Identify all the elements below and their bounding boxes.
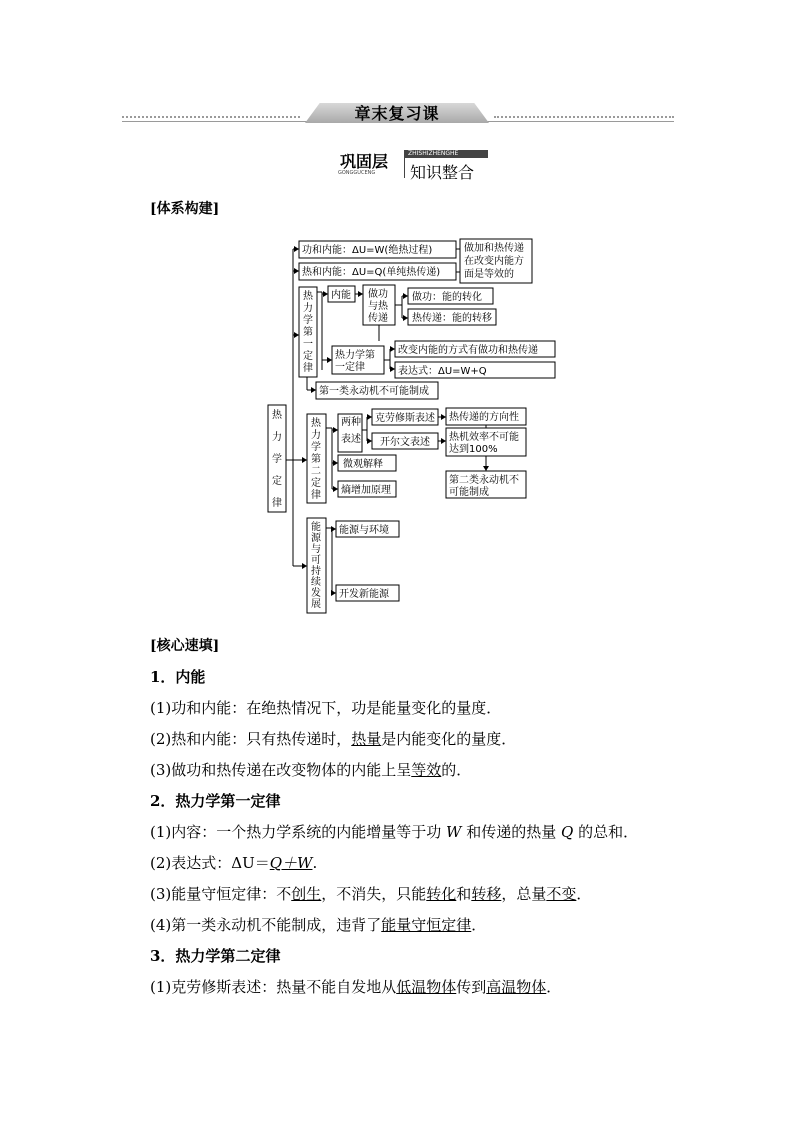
section-title-left: 巩固层	[340, 152, 389, 171]
s1-3: (3)做功和热传递在改变物体的内能上呈等效的．	[150, 761, 472, 779]
text-inner-energy: 内能	[331, 290, 351, 301]
text-two-kinds-1: 两	[341, 417, 351, 428]
text-energy-6: 续	[311, 577, 321, 588]
text-root-5: 律	[272, 498, 282, 509]
text-efficiency-1: 热机效率不可能	[449, 432, 519, 443]
s1-2: (2)热和内能：只有热传递时，热量是内能变化的量度．	[150, 730, 517, 748]
text-law2-5: 二	[311, 466, 321, 477]
text-law1-5: 一	[303, 339, 313, 350]
s2-4: (4)第一类永动机不能制成，违背了能量守恒定律．	[150, 916, 487, 934]
text-law1-2: 力	[303, 303, 313, 314]
s3-title: 3．热力学第二定律	[150, 947, 281, 965]
s1-1: (1)功和内能：在绝热情况下，功是能量变化的量度．	[150, 699, 502, 717]
text-law2-6: 定	[311, 478, 321, 489]
text-work-heat-3: 传递	[368, 313, 388, 324]
text-work-heat-2: 与热	[368, 301, 388, 312]
text-law2-1: 热	[311, 418, 321, 429]
text-energy-4: 可	[311, 555, 321, 566]
text-work: 做功：能的转化	[412, 292, 482, 303]
text-equiv-2: 在改变内能方	[464, 256, 524, 267]
s3-1: (1)克劳修斯表述：热量不能自发地从低温物体传到高温物体．	[150, 978, 562, 996]
text-perpetual2-2: 可能制成	[449, 487, 489, 498]
s2-1: (1)内容：一个热力学系统的内能增量等于功 W 和传递的热量 Q 的总和．	[150, 823, 639, 841]
text-first-law-1: 热力学第	[335, 350, 375, 361]
text-efficiency-2: 达到100%	[449, 444, 498, 455]
s1-title: 1．内能	[150, 668, 206, 686]
text-law2-3: 学	[311, 442, 321, 453]
text-entropy: 熵增加原理	[341, 485, 391, 496]
text-energy-5: 持	[311, 566, 321, 577]
text-law1-3: 学	[303, 315, 313, 326]
text-env: 能源与环境	[339, 525, 389, 536]
text-two-kinds-2: 种	[351, 417, 361, 428]
s2-2: (2)表达式：ΔU＝Q＋W.	[150, 854, 318, 872]
text-energy-2: 源	[311, 533, 321, 544]
section-title-right: 知识整合	[410, 163, 475, 182]
text-heat-direction: 热传递的方向性	[449, 412, 519, 423]
text-work-heat-1: 做功	[368, 289, 388, 300]
text-new-energy: 开发新能源	[339, 589, 389, 600]
text-two-kinds-3: 表	[341, 434, 351, 445]
text-two-kinds-4: 述	[351, 434, 361, 445]
text-top1: 功和内能：ΔU=W(绝热过程)	[302, 245, 433, 256]
text-top2: 热和内能：ΔU=Q(单纯热传递)	[302, 267, 441, 278]
text-law1-7: 律	[303, 363, 313, 374]
s2-title: 2．热力学第一定律	[150, 792, 281, 810]
text-expression: 表达式：ΔU=W+Q	[398, 366, 487, 377]
text-root-1: 热	[272, 410, 282, 421]
text-energy-8: 展	[311, 599, 321, 610]
text-root-4: 定	[272, 476, 282, 487]
text-law1-1: 热	[303, 291, 313, 302]
text-law2-2: 力	[311, 430, 321, 441]
text-energy-3: 与	[311, 544, 321, 555]
text-kelvin: 开尔文表述	[380, 437, 430, 448]
s2-3: (3)能量守恒定律：不创生，不消失，只能转化和转移，总量不变．	[150, 885, 592, 903]
text-law2-7: 律	[311, 490, 321, 501]
text-energy-7: 发	[311, 588, 321, 599]
section-pinyin-bottom: GONGGUCENG	[338, 170, 376, 176]
text-micro: 微观解释	[343, 459, 383, 470]
text-law2-4: 第	[311, 454, 321, 465]
text-perpetual1: 第一类永动机不可能制成	[319, 386, 429, 397]
text-clausius: 克劳修斯表述	[375, 413, 435, 424]
text-law1-4: 第	[303, 327, 313, 338]
text-change-ways: 改变内能的方式有做功和热传递	[398, 345, 538, 356]
text-law1-6: 定	[303, 351, 313, 362]
text-root-2: 力	[272, 432, 282, 443]
text-equiv-3: 面是等效的	[464, 269, 514, 280]
core-title: [核心速填]	[150, 638, 220, 654]
text-equiv-1: 做加和热传递	[464, 243, 524, 254]
text-perpetual2-1: 第二类永动机不	[449, 475, 519, 486]
section-pinyin-top: ZHISHIZHENGHE	[408, 150, 459, 157]
chapter-title: 章末复习课	[354, 104, 440, 123]
system-title: [体系构建]	[150, 201, 220, 217]
text-first-law-2: 一定律	[335, 362, 365, 373]
text-energy-1: 能	[311, 522, 321, 533]
text-heat: 热传递：能的转移	[412, 313, 492, 324]
text-root-3: 学	[272, 454, 282, 465]
